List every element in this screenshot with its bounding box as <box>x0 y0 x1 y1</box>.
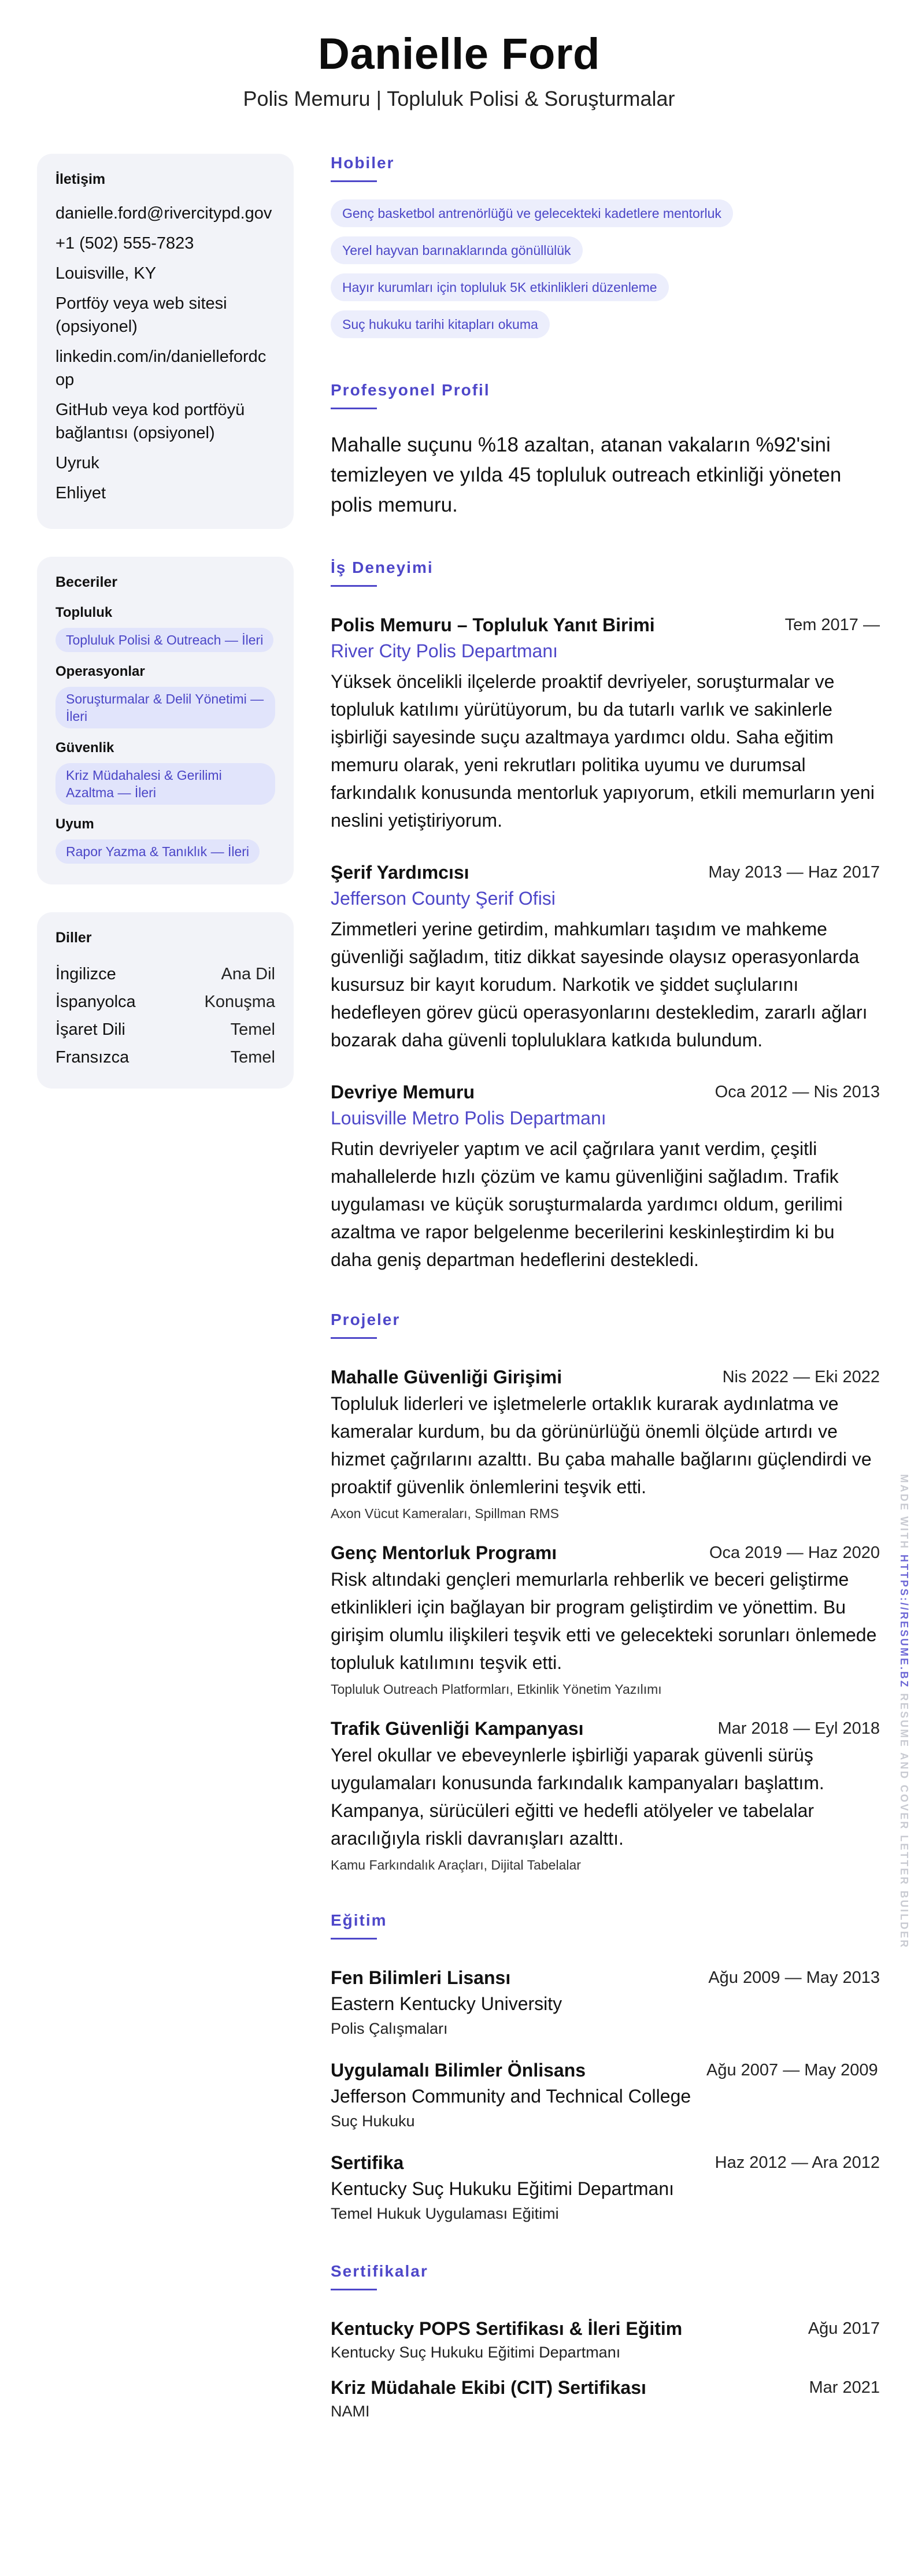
resume-header <box>0 30 918 111</box>
job-title: Devriye Memuru <box>331 1082 475 1102</box>
job-date: Tem 2017 — <box>784 616 880 634</box>
skill-group-name: Güvenlik <box>55 740 114 756</box>
languages-heading: Diller <box>55 930 92 946</box>
certification-issuer: Kentucky Suç Hukuku Eğitimi Departmanı <box>331 2344 621 2361</box>
skill-group <box>55 605 275 652</box>
project-entry <box>331 1716 880 1874</box>
section-title: Projeler <box>331 1311 401 1328</box>
project-title: Genç Mentorluk Programı <box>331 1542 557 1563</box>
section-title: Hobiler <box>331 154 395 172</box>
certification-entry <box>331 2316 880 2363</box>
language-row <box>55 960 275 988</box>
skill-pill: Kriz Müdahalesi & Gerilimi Azaltma — İleri <box>55 763 275 805</box>
contact-email[interactable]: danielle.ford@rivercitypd.gov <box>55 204 272 223</box>
degree-title: Fen Bilimleri Lisansı <box>331 1967 511 1988</box>
profile-summary: Mahalle suçunu %18 azaltan, atanan vakaların %92'sini temizleyen ve yılda 45 topluluk outreach etkinliği yöneten polis memuru. <box>331 434 842 516</box>
skill-group <box>55 816 275 864</box>
language-name: İngilizce <box>55 965 116 983</box>
contact-portfolio[interactable]: Portföy veya web sitesi (opsiyonel) <box>55 294 227 336</box>
education-entry <box>331 2150 880 2225</box>
language-name: İspanyolca <box>55 993 136 1011</box>
project-tools: Axon Vücut Kameraları, Spillman RMS <box>331 1506 559 1521</box>
field-of-study: Temel Hukuk Uygulaması Eğitimi <box>331 2205 559 2222</box>
sidebar <box>37 154 294 1116</box>
project-description: Topluluk liderleri ve işletmelerle ortaklık kurarak aydınlatma ve kameralar kurdum, bu da görünürlüğü önemli ölçüde artırdı ve hizmet çağrılarını azalttı. Bu çaba mahalle bağlarını güçlendirdi ve proaktif güvenlik önlemlerini teşvik etti. <box>331 1393 872 1497</box>
watermark-link[interactable]: HTTPS://RESUME.BZ <box>898 1555 910 1689</box>
contact-license: Ehliyet <box>55 484 106 502</box>
experience-entry <box>331 1079 880 1274</box>
contact-heading: İletişim <box>55 171 106 187</box>
contact-card <box>37 154 294 529</box>
section-divider <box>331 1938 377 1940</box>
job-employer: Jefferson County Şerif Ofisi <box>331 888 556 909</box>
hobby-tag: Genç basketbol antrenörlüğü ve gelecekteki kadetlere mentorluk <box>331 199 733 227</box>
field-of-study: Suç Hukuku <box>331 2112 415 2130</box>
project-description: Risk altındaki gençleri memurlarla rehberlik ve beceri geliştirme etkinlikleri için bağlayan bir program geliştirdim ve yönettim. Bu girişim olumlu ilişkileri teşvik etti ve gelecekteki sorunları önlemede topluluk katılımını teşvik etti. <box>331 1569 877 1673</box>
education-date: Haz 2012 — Ara 2012 <box>715 2153 880 2172</box>
skill-group-name: Operasyonlar <box>55 664 145 679</box>
degree-title: Uygulamalı Bilimler Önlisans <box>331 2060 586 2081</box>
job-date: Oca 2012 — Nis 2013 <box>715 1083 880 1101</box>
section-divider <box>331 585 377 587</box>
language-level: Ana Dil <box>221 965 275 983</box>
certification-date: Ağu 2017 <box>808 2319 880 2338</box>
skill-group <box>55 740 275 805</box>
certification-entry <box>331 2375 880 2422</box>
project-entry <box>331 1540 880 1698</box>
hobby-tag: Yerel hayvan barınaklarında gönüllülük <box>331 236 583 264</box>
education-entry <box>331 2057 880 2133</box>
contact-linkedin[interactable]: linkedin.com/in/daniellefordcop <box>55 347 266 389</box>
job-title: Polis Memuru – Topluluk Yanıt Birimi <box>331 615 655 635</box>
skill-pill: Soruşturmalar & Delil Yönetimi — İleri <box>55 687 275 728</box>
skills-card <box>37 557 294 884</box>
language-level: Temel <box>230 1020 275 1039</box>
job-description: Zimmetleri yerine getirdim, mahkumları taşıdım ve mahkeme güvenliği sağladım, titiz dikkat sayesinde olaysız operasyonlarda kusursuz bir kayıt korudum. Narkotik ve şiddet suçlularını hedefleyen görev gücü operasyonlarını destekledim, zararlı ağları bozarak daha güvenli topluluklara katkıda bulundum. <box>331 919 868 1050</box>
job-description: Rutin devriyeler yaptım ve acil çağrılara yanıt verdim, çeşitli mahallelerde hızlı çözüm ve kamu güvenliğini sağladım. Trafik uygulaması ve küçük soruşturmalarda yardımcı oldum, gerilimi azaltma ve rapor belgelenme becerilerini keskinleştirdim ki bu daha geniş departman hedeflerini destekledi. <box>331 1138 843 1270</box>
education-entry <box>331 1965 880 2040</box>
section-divider <box>331 408 377 409</box>
language-name: İşaret Dili <box>55 1020 125 1039</box>
language-level: Konuşma <box>204 993 275 1011</box>
candidate-name: Danielle Ford <box>318 29 600 79</box>
certification-date: Mar 2021 <box>809 2378 880 2397</box>
school-name: Kentucky Suç Hukuku Eğitimi Departmanı <box>331 2178 675 2199</box>
contact-location: Louisville, KY <box>55 264 157 283</box>
project-date: Nis 2022 — Eki 2022 <box>722 1368 880 1386</box>
hobby-list <box>331 199 880 347</box>
field-of-study: Polis Çalışmaları <box>331 2020 448 2037</box>
project-date: Mar 2018 — Eyl 2018 <box>717 1719 880 1738</box>
section-title: Sertifikalar <box>331 2262 428 2280</box>
language-level: Temel <box>230 1048 275 1067</box>
builder-watermark <box>898 1474 910 1949</box>
section-title: Profesyonel Profil <box>331 381 490 399</box>
school-name: Jefferson Community and Technical College <box>331 2086 691 2107</box>
watermark-prefix: MADE WITH <box>898 1474 910 1550</box>
school-name: Eastern Kentucky University <box>331 1993 562 2014</box>
contact-phone[interactable]: +1 (502) 555-7823 <box>55 234 194 253</box>
skill-group-name: Topluluk <box>55 605 113 620</box>
languages-card <box>37 912 294 1089</box>
project-tools: Topluluk Outreach Platformları, Etkinlik Yönetim Yazılımı <box>331 1682 662 1697</box>
candidate-title: Polis Memuru | Topluluk Polisi & Soruşturmalar <box>243 86 675 110</box>
skill-pill: Rapor Yazma & Tanıklık — İleri <box>55 839 260 864</box>
job-title: Şerif Yardımcısı <box>331 862 469 883</box>
contact-nationality: Uyruk <box>55 454 99 472</box>
language-row <box>55 1016 275 1043</box>
education-section <box>331 1911 880 2225</box>
contact-github[interactable]: GitHub veya kod portföyü bağlantısı (opsiyonel) <box>55 401 245 442</box>
language-row <box>55 1043 275 1071</box>
hobby-tag: Suç hukuku tarihi kitapları okuma <box>331 310 550 338</box>
certifications-section <box>331 2262 880 2422</box>
language-name: Fransızca <box>55 1048 129 1067</box>
project-title: Mahalle Güvenliği Girişimi <box>331 1367 562 1387</box>
project-title: Trafik Güvenliği Kampanyası <box>331 1718 584 1739</box>
skills-heading: Beceriler <box>55 574 118 590</box>
section-title: Eğitim <box>331 1911 387 1929</box>
job-description: Yüksek öncelikli ilçelerde proaktif devriyeler, soruşturmalar ve topluluk katılımı yürütüyorum, bu da tutarlı varlık ve sakinlerle işbirliği sayesinde suçu azaltmaya yardımcı oldu. Saha eğitim memuru olarak, yeni rekrutları politika uyumu ve durumsal farkındalık konusunda mentorluk yapıyorum, etkili memurların yeni neslini yetiştiriyorum. <box>331 671 875 831</box>
project-tools: Kamu Farkındalık Araçları, Dijital Tabelalar <box>331 1857 581 1872</box>
section-divider <box>331 1337 377 1339</box>
education-date: Ağu 2007 — May 2009 <box>706 2061 878 2079</box>
certification-issuer: NAMI <box>331 2403 370 2420</box>
skill-group <box>55 664 275 728</box>
projects-section <box>331 1311 880 1874</box>
hobby-tag: Hayır kurumları için topluluk 5K etkinlikleri düzenleme <box>331 273 669 301</box>
job-employer: River City Polis Departmanı <box>331 641 558 661</box>
main-column <box>331 154 880 2422</box>
project-description: Yerel okullar ve ebeveynlerle işbirliği yaparak güvenli sürüş uygulamaları konusunda farkındalık kampanyaları başlattım. Kampanya, sürücüleri eğitti ve hedefli atölyeler ve tabelalar aracılığıyla riskli davranışları azalttı. <box>331 1745 824 1849</box>
job-date: May 2013 — Haz 2017 <box>708 863 880 882</box>
skill-pill: Topluluk Polisi & Outreach — İleri <box>55 628 273 652</box>
profile-section <box>331 381 880 520</box>
certification-name: Kriz Müdahale Ekibi (CIT) Sertifikası <box>331 2377 646 2398</box>
hobbies-section <box>331 154 880 347</box>
watermark-suffix: RESUME AND COVER LETTER BUILDER <box>898 1693 910 1949</box>
section-title: İş Deneyimi <box>331 558 434 576</box>
section-divider <box>331 2289 377 2290</box>
section-divider <box>331 180 377 182</box>
experience-entry <box>331 612 880 834</box>
project-entry <box>331 1364 880 1523</box>
education-date: Ağu 2009 — May 2013 <box>708 1968 880 1987</box>
experience-section <box>331 558 880 1274</box>
experience-entry <box>331 860 880 1054</box>
certification-name: Kentucky POPS Sertifikası & İleri Eğitim <box>331 2318 683 2339</box>
degree-title: Sertifika <box>331 2152 404 2173</box>
skill-group-name: Uyum <box>55 816 94 832</box>
project-date: Oca 2019 — Haz 2020 <box>709 1544 880 1562</box>
job-employer: Louisville Metro Polis Departmanı <box>331 1108 606 1128</box>
language-row <box>55 988 275 1016</box>
